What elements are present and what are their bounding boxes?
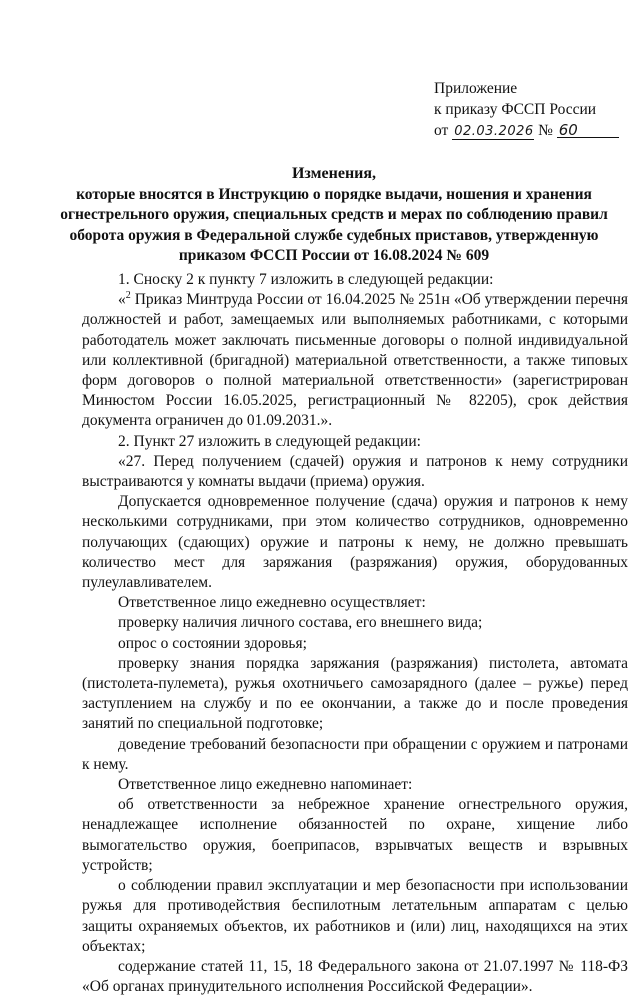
title-line-5: приказом ФССП России от 16.08.2024 № 609 xyxy=(178,247,490,264)
paragraph-7: проверку наличия личного состава, его внешнего вида; xyxy=(118,614,483,632)
paragraph-5: Допускается одновременное получение (сдача) оружия и патронов к нему несколькими сотрудниками, при этом количество сотрудников, одновременно получающих (сдающих) оружие и патроны к нему, не должно превышать количество мест для заряжания (разряжания) оружия, оборудованных пулеулавливателем. xyxy=(82,493,628,592)
paragraph-14: содержание статей 11, 15, 18 Федерального закона от 21.07.1997 № 118-ФЗ «Об органах принудительного исполнения Российской Федерации». xyxy=(82,957,628,996)
title-line-1: Изменения, xyxy=(291,165,377,182)
quote-open: « xyxy=(118,291,126,309)
paragraph-12: об ответственности за небрежное хранение огнестрельного оружия, ненадлежащее исполнение обязанностей по охране, хищение либо вымогательство оружия, боеприпасов, взрывчатых веществ и взрывных устройств; xyxy=(82,796,628,874)
appendix-order-ref: к приказу ФССП России xyxy=(434,101,597,118)
document-title xyxy=(60,164,608,267)
footnote-text: Приказ Минтруда России от 16.04.2025 № 251н «Об утверждении перечня должностей и работ, замещаемых или выполняемых работниками, с которыми работодатель может заключать письменные договоры о полной индивидуальной или коллективной (бригадной) материальной ответственности, а также типовых форм договоров о полной материальной ответственности» (зарегистрирован Минюстом России 16.05.2025, регистрационный № 82205), срок действия документа ограничен до 01.09.2031.». xyxy=(82,291,628,430)
handwritten-date: 02.03.2026 xyxy=(454,124,534,139)
document-body xyxy=(82,270,628,997)
paragraph-6: Ответственное лицо ежедневно осуществляет: xyxy=(118,594,426,612)
paragraph-8: опрос о состоянии здоровья; xyxy=(118,634,307,652)
paragraph-3: 2. Пункт 27 изложить в следующей редакции: xyxy=(118,432,421,450)
paragraph-4: «27. Перед получением (сдачей) оружия и патронов к нему сотрудники выстраиваются у комнаты выдачи (приема) оружия. xyxy=(82,452,628,491)
paragraph-9: проверку знания порядка заряжания (разряжания) пистолета, автомата (пистолета-пулемета), ружья охотничьего самозарядного (далее – ружье) перед заступлением на службу и по ее окончании, а также до и после проведения занятий по специальной подготовке; xyxy=(82,654,628,733)
title-line-2: которые вносятся в Инструкцию о порядке выдачи, ношения и хранения xyxy=(76,185,592,203)
appendix-label: Приложение xyxy=(434,80,518,97)
title-line-3: огнестрельного оружия, специальных средств и мерах по соблюдению правил xyxy=(60,206,608,223)
paragraph-11: Ответственное лицо ежедневно напоминает: xyxy=(118,776,413,794)
date-prefix: от xyxy=(434,122,449,139)
appendix-header xyxy=(434,78,619,141)
paragraph-1: 1. Сноску 2 к пункту 7 изложить в следующей редакции: xyxy=(118,271,494,288)
number-prefix: № xyxy=(538,122,553,139)
paragraph-13: о соблюдении правил эксплуатации и мер безопасности при использовании ружья для противодействия беспилотным летательным аппаратам с целью защиты охраняемых объектов, их работников и (или) лиц, находящихся на этих объектах; xyxy=(82,877,628,955)
appendix-date-line xyxy=(434,120,619,141)
title-line-4: оборота оружия в Федеральной службе судебных приставов, утвержденную xyxy=(69,226,599,244)
paragraph-2 xyxy=(82,290,628,431)
handwritten-number: 60 xyxy=(557,123,619,138)
paragraph-10: доведение требований безопасности при обращении с оружием и патронами к нему. xyxy=(82,735,628,773)
footnote-mark: 2 xyxy=(125,290,131,302)
